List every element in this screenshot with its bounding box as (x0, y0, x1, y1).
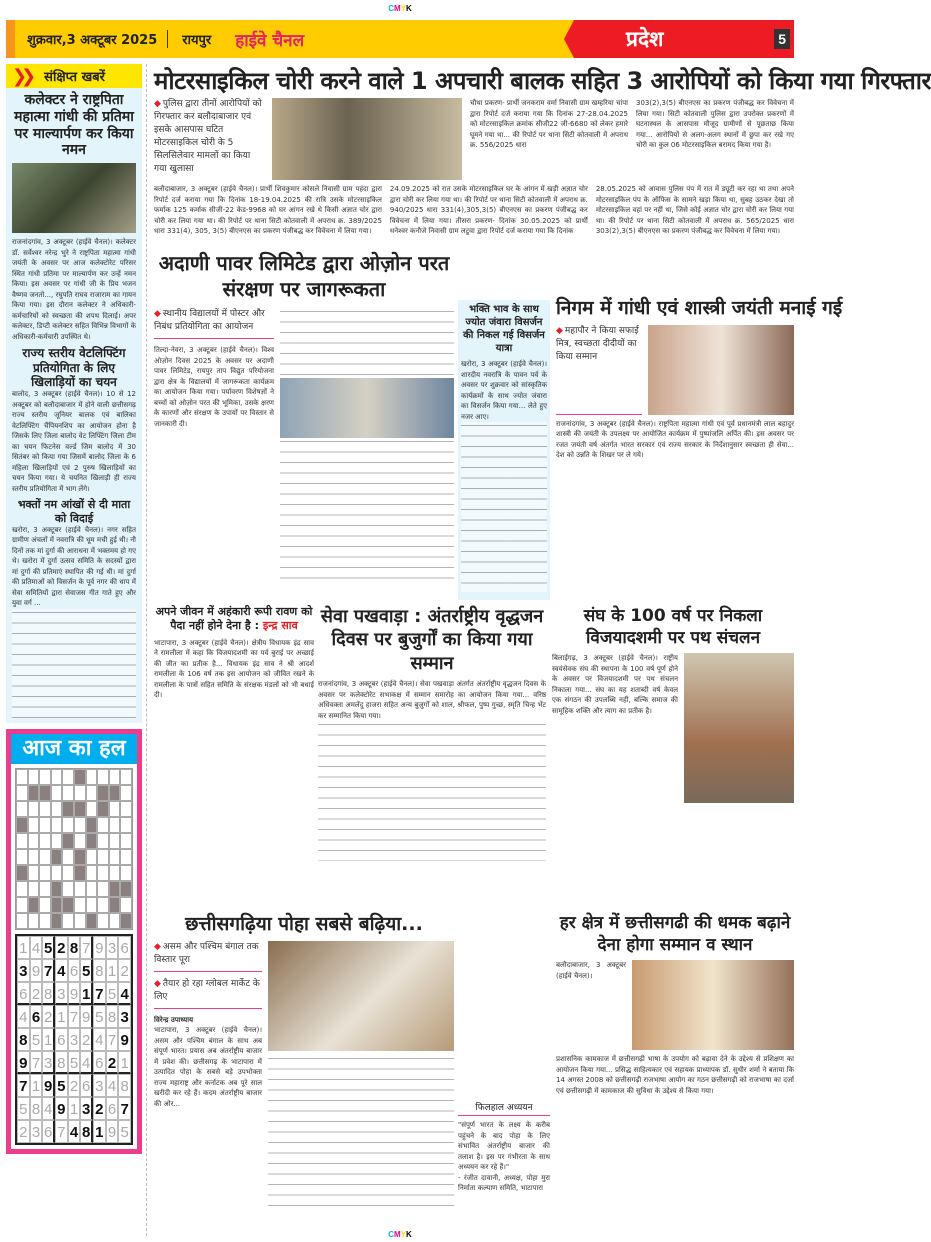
training-session-photo (632, 960, 794, 1050)
crossword-cell (16, 785, 28, 801)
sudoku-cell: 3 (68, 1028, 81, 1051)
poha-study-box (458, 1100, 550, 1230)
column-divider (146, 64, 147, 1236)
double-chevron-right-icon: ❯❯ (12, 65, 31, 87)
crossword-cell (51, 769, 63, 785)
sudoku-cell: 4 (17, 1005, 30, 1028)
crossword-cell (16, 897, 28, 913)
crossword-cell (28, 817, 40, 833)
sudoku-cell: 5 (118, 1120, 131, 1143)
brief-body-continued (12, 609, 136, 719)
adani-story (154, 250, 454, 600)
sudoku-cell: 1 (118, 1051, 131, 1074)
crossword-cell (74, 865, 86, 881)
crossword-cell (16, 849, 28, 865)
crossword-cell (39, 769, 51, 785)
crossword-cell (62, 865, 74, 881)
crossword-cell (109, 849, 121, 865)
poha-subhead: ◆ तैयार हो रहा ग्लोबल मार्केट के लिए (154, 978, 262, 1009)
crossword-cell (51, 833, 63, 849)
sudoku-cell: 6 (93, 1051, 106, 1074)
sudoku-cell: 3 (80, 1097, 93, 1120)
crossword-cell (86, 849, 98, 865)
ravan-headline: अपने जीवन में अहंकारी रूपी रावण को पैदा नहीं होने देना है : इन्द्र साव (155, 605, 313, 633)
collector-gandhi-statue-photo (12, 163, 136, 233)
study-box-title: फिलहाल अध्ययन (458, 1100, 550, 1116)
crossword-cell (120, 785, 132, 801)
crossword-cell (120, 897, 132, 913)
crossword-cell (16, 769, 28, 785)
section-banner (574, 20, 794, 58)
sudoku-cell: 8 (80, 1120, 93, 1143)
ravan-story (154, 605, 314, 885)
sudoku-cell: 9 (106, 1120, 119, 1143)
crossword-cell (16, 817, 28, 833)
sudoku-cell: 2 (80, 1028, 93, 1051)
sudoku-cell: 1 (80, 982, 93, 1005)
lead-headline: मोटरसाइकिल चोरी करने वाले 1 अपचारी बालक सहित 3 आरोपियों को किया गया गिरफ्तार (154, 67, 931, 95)
crossword-cell (74, 817, 86, 833)
crossword-cell (16, 833, 28, 849)
sudoku-cell: 9 (118, 1028, 131, 1051)
sudoku-cell: 9 (55, 1097, 68, 1120)
crossword-cell (39, 865, 51, 881)
crossword-cell (109, 785, 121, 801)
adani-subhead: ◆ स्थानीय विद्यालयों में पोस्टर और निबंध प्रतियोगिता का आयोजन (154, 308, 274, 339)
sudoku-cell: 2 (93, 1097, 106, 1120)
arrested-accused-photo (272, 98, 462, 180)
path-sanchalan-photo (684, 653, 794, 803)
crossword-cell (51, 865, 63, 881)
sudoku-cell: 1 (106, 959, 119, 982)
brief-news-header (6, 64, 142, 88)
crossword-cell (120, 801, 132, 817)
poha-body: भाटापारा, 3 अक्टूबर (हाईवे चैनल)। असम और पश्चिम बंगाल के साथ अब संपूर्ण भारत। प्रयास अब अंतर्राष्ट्रीय बाजार में प्रवेश की। छत्तीसगढ़ के भाटापारा में उत्पादित पोहा के सबसे बड़े उपभोक्ता राज्य महाराष्ट्र और कर्नाटक अब पूरे साल खरीदी कर रहे हैं। कदम अंतर्राष्ट्रीय बाजार की ओर... (154, 1026, 262, 1108)
nigam-body: राजनांदगांव, 3 अक्टूबर (हाईवे चैनल)। राष्ट्रपिता महात्मा गांधी एवं पूर्व प्रधानमंत्री लाल बहादुर शास्त्री की जयंती के उपलक्ष्य पर आयोजित कार्यक्रम में पुष्पांजलि अर्पित की। इस अवसर पर रजत जयंती वर्ष अंतर्गत भारत सरकार एवं राज्य सरकार के निर्देशानुसार स्वच्छता ही सेवा... देश को उन्नति के शिखर पर ले गये। (556, 419, 794, 460)
crossword-cell (86, 817, 98, 833)
crossword-cell (74, 881, 86, 897)
sudoku-cell: 6 (68, 959, 81, 982)
seva-story (318, 605, 546, 885)
crossword-cell (120, 913, 132, 929)
sudoku-cell: 6 (106, 1097, 119, 1120)
page-number: 5 (774, 29, 790, 49)
crossword-cell (62, 785, 74, 801)
crossword-cell (28, 913, 40, 929)
sudoku-cell: 7 (30, 1051, 43, 1074)
newspaper-logo: हाईवे चैनल (235, 30, 305, 51)
sudoku-cell: 8 (55, 1051, 68, 1074)
crossword-cell (28, 785, 40, 801)
crossword-cell (109, 833, 121, 849)
crossword-cell (97, 801, 109, 817)
crossword-cell (109, 817, 121, 833)
brief-news-label: संक्षिप्त खबरें (44, 70, 105, 85)
jawara-body: खरोरा, 3 अक्टूबर (हाईवे चैनल)। शारदीय नवरात्रि के पावन पर्व के अवसर पर शुक्रवार को सांस्कृतिक कार्यक्रमों के साथ ज्योत जंवारा का विसर्जन किया गया... लेते हुए नजर आए। (461, 360, 547, 421)
sudoku-cell: 1 (93, 1120, 106, 1143)
crossword-cell (62, 897, 74, 913)
crossword-cell (28, 801, 40, 817)
sudoku-cell: 8 (17, 1028, 30, 1051)
adani-headline: अदाणी पावर लिमिटेड द्वारा ओज़ोन परत संरक्षण पर जागरूकता (158, 251, 450, 301)
poha-subhead: ◆ असम और पश्चिम बंगाल तक विस्तार पूरा (154, 941, 262, 972)
crossword-cell (16, 801, 28, 817)
sudoku-cell: 9 (80, 1005, 93, 1028)
section-title: प्रदेश (626, 27, 664, 51)
crossword-cell (97, 817, 109, 833)
lead-body-col2: 24.09.2025 को रात उसके मोटरसाइकिल घर के आंगन में खड़ी अज्ञात चोर द्वारा चोरी कर लिया गया था। की रिपोर्ट पर थाना सिटी कोतवाली में अपराध क्र. 940/2025 धारा 331(4),305,3(5) बीएनएस का प्रकरण पंजीबद्ध कर विवेचना में लिया गया। तीसरा प्रकरण- दिनांक 30.05.2025 को प्रार्थी धनेश्वर कनौजे निवासी ग्राम लटुवा द्वारा रिपोर्ट दर्ज कराया गया कि दिनांक (389, 185, 588, 235)
crossword-cell (86, 785, 98, 801)
sudoku-cell: 7 (68, 1005, 81, 1028)
sudoku-cell: 5 (93, 1005, 106, 1028)
crossword-cell (62, 801, 74, 817)
sudoku-cell: 5 (17, 1097, 30, 1120)
crossword-cell (62, 817, 74, 833)
sudoku-cell: 9 (30, 959, 43, 982)
crossword-cell (28, 881, 40, 897)
ravan-body: भाटापारा, 3 अक्टूबर (हाईवे चैनल)। क्षेत्रीय विधायक इंद्र साव ने रामलीला में कहा कि विजयादशमी का पर्व बुराई पर अच्छाई की जीत का प्रतीक है... विधायक इंद्र साव ने श्री आदर्श रामलीला के 106 वर्ष तक इस आयोजन को जीवित रखने के रामलीला के पात्रों सहित समिति के संरक्षक मंडलों को भी बधाई दी। (154, 638, 314, 700)
brief-body: खरोरा, 3 अक्टूबर (हाईवे चैनल)। नगर सहित ग्रामीण अंचलों में नवरात्रि की धूम मची हुई थी। नौ दिनों तक मां दुर्गा की आराधना में भक्तमय हो गए थे। खरोरा में दुर्गा उत्सव समिति के सदस्यों द्वारा मां दुर्गा की प्रतिमाएं स्थापित की गई थी। मां दुर्गा की प्रतिमाओं को विसर्जन के पूर्व नगर की धाप में सेवा समितियों द्वारा सेवाजस गीत गाते हुए और युवा वर्ग ... (12, 525, 136, 608)
sudoku-cell: 1 (17, 936, 30, 959)
sudoku-cell: 8 (93, 959, 106, 982)
jawara-story (458, 300, 550, 600)
sudoku-cell: 6 (55, 1028, 68, 1051)
crossword-cell (74, 913, 86, 929)
cg-body: बलौदाबाजार, 3 अक्टूबर (हाईवे चैनल)। (556, 961, 626, 980)
sudoku-cell: 7 (106, 1028, 119, 1051)
nigam-story (556, 296, 843, 596)
sudoku-cell: 3 (118, 1005, 131, 1028)
crossword-cell (16, 865, 28, 881)
sudoku-cell: 9 (42, 1074, 55, 1097)
crossword-cell (51, 913, 63, 929)
crossword-cell (97, 865, 109, 881)
crossword-cell (62, 769, 74, 785)
brief-news-box (6, 88, 142, 723)
sudoku-cell: 5 (80, 959, 93, 982)
brief-body: राजनांदगांव, 3 अक्टूबर (हाईवे चैनल)। कलेक्टर डॉ. सर्वेश्वर नरेन्द्र भुरे ने राष्ट्रपिता महात्मा गांधी जयंती के अवसर पर आज कलेक्टोरेट परिसर स्थित गांधी प्रतिमा पर माल्यार्पण कर उन्हें नमन किया। इस अवसर पर गांधी जी के प्रिय भजन वैष्णव जनतो..., रघुपति राघव राजाराम का गायन किया गया। इस दौरान कलेक्टर ने अधिकारी-कर्मचारियों को स्वच्छता की शपथ दिलाई। अपर कलेक्टर, डिप्टी कलेक्टर सहित विभिन्न विभागों के अधिकारी-कर्मचारी उपस्थित थे। (12, 238, 136, 341)
crossword-cell (74, 801, 86, 817)
sudoku-cell: 2 (106, 1051, 119, 1074)
sudoku-cell: 8 (30, 1097, 43, 1120)
adani-body-continued (280, 308, 454, 378)
sudoku-cell: 4 (106, 1074, 119, 1097)
crossword-cell (120, 849, 132, 865)
sudoku-cell: 2 (17, 1120, 30, 1143)
sudoku-cell: 5 (42, 936, 55, 959)
crossword-cell (120, 833, 132, 849)
crossword-cell (120, 817, 132, 833)
crossword-cell (51, 881, 63, 897)
sudoku-cell: 8 (118, 1074, 131, 1097)
sangh-story (552, 605, 794, 885)
crossword-cell (39, 913, 51, 929)
sudoku-cell: 4 (118, 982, 131, 1005)
crossword-cell (120, 769, 132, 785)
issue-date: शुक्रवार,3 अक्टूबर 2025 (27, 30, 168, 48)
school-event-photo (280, 378, 454, 438)
brief-body: बालोद, 3 अक्टूबर (हाईवे चैनल)। 10 से 12 अक्टूबर को बलौदाबाजार में होने वाली छत्तीसगढ़ राज्य स्तरीय जूनियर बालक एवं बालिका वेटलिफ्टिंग चैंपियनशिप का आयोजन होना है जिसके लिए जिला बालोद वेट लिफ्टिंग जिला टीम का चयन फिटनेस वर्ल्ड जिम बालोद में 30 सितंबर को किया गया जिसमें बालोद जिला के 6 महिला खिलाड़ियों एवं 2 पुरुष खिलाड़ियों का चयन किया गया। ये चयनित खिलाड़ी ही राज्य स्तरीय प्रतियोगिता में भाग लेंगे। (12, 390, 136, 493)
masthead-accent-bar (6, 20, 15, 58)
crossword-cell (39, 849, 51, 865)
crossword-cell (28, 833, 40, 849)
sudoku-cell: 7 (118, 1097, 131, 1120)
seva-body-continued (318, 721, 546, 861)
crossword-cell (120, 881, 132, 897)
crossword-cell (74, 897, 86, 913)
gandhi-shastri-jayanti-photo (648, 325, 794, 415)
crossword-cell (51, 897, 63, 913)
study-box-attribution: - रंजीत दावानी, अध्यक्ष, पोहा मुरा निर्माता कल्याण समिति, भाटापारा (458, 1173, 550, 1192)
jawara-headline: भक्ति भाव के साथ ज्योत जंवारा विसर्जन की निकल गई विसर्जन यात्रा (463, 304, 545, 354)
brief-headline: भक्तों नम आंखों से दी माता को विदाई (17, 498, 131, 525)
crossword-cell (16, 881, 28, 897)
crossword-cell (16, 913, 28, 929)
crossword-cell (51, 785, 63, 801)
sudoku-cell: 6 (17, 982, 30, 1005)
sudoku-cell: 6 (42, 1120, 55, 1143)
crossword-cell (86, 897, 98, 913)
sudoku-cell: 3 (55, 982, 68, 1005)
adani-body: तिल्दा-नेवरा, 3 अक्टूबर (हाईवे चैनल)। विश्व ओज़ोन दिवस 2025 के अवसर पर अदाणी पावर लिमिटेड, रायपुर ताप विद्युत परियोजना द्वारा क्षेत्र के विद्यालयों में जागरूकता कार्यक्रम का आयोजन किया गया। पर्यावरण विशेषज्ञों ने बच्चों को ओज़ोन परत की भूमिका, उसके क्षरण के कारणों और संरक्षण के उपायों पर विस्तार से जानकारी दी। (154, 346, 274, 428)
sudoku-cell: 4 (30, 936, 43, 959)
sudoku-solution-grid (15, 934, 133, 1145)
chhattisgarhi-story (556, 912, 794, 1232)
print-registration-mark: CMYK (388, 4, 412, 13)
sangh-body: बिलाईगढ़, 3 अक्टूबर (हाईवे चैनल)। राष्ट्रीय स्वयंसेवक संघ की स्थापना के 100 वर्ष पूर्ण होने के अवसर पर विजयादशमी पर पथ संचलन निकाला गया... संघ का यह शताब्दी वर्ष केवल एक संगठन की उपलब्धि नहीं, बल्कि समाज की सामूहिक शक्ति और त्याग का प्रतीक है। (552, 654, 678, 715)
sudoku-cell: 6 (118, 936, 131, 959)
sudoku-cell: 6 (30, 1005, 43, 1028)
poha-photo (268, 941, 454, 1051)
crossword-cell (109, 881, 121, 897)
crossword-cell (109, 801, 121, 817)
sudoku-cell: 1 (30, 1074, 43, 1097)
crossword-cell (51, 817, 63, 833)
crossword-cell (97, 881, 109, 897)
crossword-cell (97, 785, 109, 801)
crossword-cell (74, 833, 86, 849)
crossword-cell (109, 865, 121, 881)
crossword-cell (86, 881, 98, 897)
sudoku-cell: 8 (42, 982, 55, 1005)
sudoku-cell: 5 (30, 1028, 43, 1051)
seva-headline: सेवा पखवाड़ा : अंतर्राष्ट्रीय वृद्धजन दिवस पर बुजुर्गों का किया गया सम्मान (320, 606, 544, 674)
crossword-cell (120, 865, 132, 881)
print-registration-mark: CMYK (388, 1230, 412, 1239)
sudoku-cell: 8 (68, 936, 81, 959)
sudoku-cell: 4 (55, 959, 68, 982)
sangh-headline: संघ के 100 वर्ष पर निकला विजयादशमी पर पथ संचलन (583, 606, 763, 649)
sudoku-cell: 1 (42, 1028, 55, 1051)
lead-story (154, 98, 794, 248)
crossword-cell (74, 785, 86, 801)
crossword-cell (62, 849, 74, 865)
sudoku-cell: 2 (55, 936, 68, 959)
crossword-cell (86, 769, 98, 785)
sudoku-cell: 8 (106, 1005, 119, 1028)
lead-body-col1: बलौदाबाजार, 3 अक्टूबर (हाईवे चैनल)। प्रार्थी शिवकुमार कोसले निवासी ग्राम पहंदा द्वारा रिपोर्ट दर्ज कराया गया कि दिनांक 18-19.04.2025 की रात्रि उसके मोटरसाइकिल फर्माक 125 कर्माक सीजी-22 केड-9968 को घर आंगन रखे थे किसी अज्ञात चोर द्वारा चोरी कर लिया गया था। की रिपोर्ट पर थाना सिटी कोतवाली में अपराध क्र. 389/2025 धारा 331(4), 305, 3(5) बीएनएस का प्रकरण पंजीबद्ध कर विवेचना में लिया गया। (154, 185, 382, 235)
brief-news-column (6, 64, 142, 1236)
crossword-cell (62, 833, 74, 849)
seva-body: राजनांदगांव, 3 अक्टूबर (हाईवे चैनल)। सेवा पखवाड़ा अंतर्गत अंतर्राष्ट्रीय वृद्धजन दिवस के अवसर पर कलेक्टोरेट सभाकक्ष में सम्मान समारोह का आयोजन किया गया... वरिष्ठ अधिवक्ता अमलेंदु हाजरा सहित अन्य बुजुर्गों को शाल, श्रीफल, पुष्प गुच्छ, स्मृति चिन्ह भेंट कर सम्मानित किया गया। (318, 680, 546, 720)
sudoku-cell: 2 (118, 959, 131, 982)
lead-subhead: ◆ पुलिस द्वारा तीनों आरोपियों को गिरफ्तार कर बलौदाबाजार एवं इसके आसपास घटित मोटरसाइकिल चोरी के 5 सिलसिलेवार मामलों का किया गया खुलासा (154, 98, 264, 180)
sudoku-cell: 1 (68, 1097, 81, 1120)
crossword-cell (39, 881, 51, 897)
sudoku-cell: 7 (17, 1074, 30, 1097)
crossword-solution-grid (15, 768, 133, 930)
crossword-cell (109, 913, 121, 929)
brief-headline: राज्य स्तरीय वेटलिफ्टिंग प्रतियोगिता के लिए खिलाड़ियों का चयन (22, 346, 126, 389)
sudoku-cell: 2 (42, 1005, 55, 1028)
poha-headline: छत्तीसगढ़िया पोहा सबसे बढ़िया... (185, 913, 423, 935)
study-box-quote: "संपूर्ण भारत के लक्ष्य के करीब पहुंचने के बाद पोहा के लिए संभावित अंतर्राष्ट्रीय बाजार की तलाश है। इस पर गंभीरता के साथ अध्ययन कर रहे हैं।" (458, 1121, 550, 1171)
poha-story (154, 912, 454, 1232)
crossword-cell (74, 769, 86, 785)
crossword-cell (97, 913, 109, 929)
sudoku-cell: 4 (80, 1051, 93, 1074)
sudoku-cell: 9 (17, 1051, 30, 1074)
crossword-cell (86, 913, 98, 929)
cg-body-text: प्रशासनिक कामकाज में छत्तीसगढ़ी भाषा के उपयोग को बढ़ावा देने के उद्देश्य से प्रशिक्षण का आयोजन किया गया... प्रसिद्ध साहित्यकार एवं सहायक प्राध्यापक डॉ. सुधीर शर्मा ने बताया कि 14 अगस्त 2008 को छत्तीसगढ़ी राजभाषा आयोग का गठन छत्तीसगढ़ी को राजभाषा का दर्जा एवं छत्तीसगढ़ी में कामकाज की सुविधा के उद्देश्य से किया गया। (556, 1055, 794, 1095)
sudoku-cell: 7 (55, 1120, 68, 1143)
crossword-cell (74, 849, 86, 865)
sudoku-cell: 9 (93, 936, 106, 959)
sudoku-cell: 3 (42, 1051, 55, 1074)
crossword-cell (62, 913, 74, 929)
crossword-cell (86, 833, 98, 849)
masthead (6, 20, 794, 58)
edition-city: रायपुर (182, 33, 212, 48)
crossword-cell (109, 769, 121, 785)
puzzle-title: आज का हल (11, 734, 137, 764)
crossword-cell (86, 801, 98, 817)
crossword-cell (39, 897, 51, 913)
crossword-cell (28, 897, 40, 913)
poha-body-continued (268, 1055, 454, 1215)
sudoku-cell: 9 (68, 982, 81, 1005)
crossword-cell (51, 849, 63, 865)
crossword-cell (39, 785, 51, 801)
adani-body-continued (280, 438, 454, 588)
nigam-headline: निगम में गांधी एवं शास्त्री जयंती मनाई गई (556, 297, 843, 319)
crossword-cell (39, 801, 51, 817)
lead-body-col4: चौथा प्रकरण- प्रार्थी जनकराम वर्मा निवासी ग्राम खम्हरिया चांपा द्वारा रिपोर्ट दर्ज कराया गया कि दिनांक 27-28.04.2025 को मोटरसाइकिल क्रमांक सीजी22 जी-6680 को लेकर हमारे घूमने गया था... की रिपोर्ट पर थाना सिटी कोतवाली में अपराध क्र. 556/2025 धारा (470, 99, 628, 149)
crossword-cell (62, 881, 74, 897)
sudoku-cell: 5 (68, 1051, 81, 1074)
crossword-cell (39, 817, 51, 833)
jawara-body-continued (461, 422, 547, 592)
sudoku-cell: 4 (93, 1028, 106, 1051)
crossword-cell (86, 865, 98, 881)
crossword-cell (51, 801, 63, 817)
cg-headline: हर क्षेत्र में छत्तीसगढी की धमक बढ़ाने देना होगा सम्मान व स्थान (559, 913, 791, 956)
sudoku-cell: 4 (68, 1120, 81, 1143)
crossword-cell (97, 833, 109, 849)
crossword-cell (97, 849, 109, 865)
sudoku-cell: 6 (80, 1074, 93, 1097)
sudoku-cell: 1 (55, 1005, 68, 1028)
sudoku-cell: 7 (80, 936, 93, 959)
sudoku-cell: 5 (106, 982, 119, 1005)
crossword-cell (28, 769, 40, 785)
lead-body-col3: 28.05.2025 को आवास पुलिस पंप में रात में ड्यूटी कर रहा था तथा अपने मोटरसाइकिल पंप के ऑफिस के सामने खड़ा किया था, सुबह उठकर देखा तो मोटरसाइकिल वहां पर नहीं था, जिसे कोई अज्ञात चोर द्वारा चोरी कर लिया गया था। की रिपोर्ट पर थाना सिटी कोतवाली में अपराध क्र. 565/2025 धारा 303(2),3(5) बीएनएस का प्रकरण पंजीबद्ध कर विवेचना में लिया गया। (595, 185, 794, 235)
sudoku-cell: 2 (68, 1074, 81, 1097)
brief-headline: कलेक्टर ने राष्ट्रपिता महात्मा गांधी की प्रतिमा पर माल्यार्पण कर किया नमन (14, 92, 134, 159)
crossword-cell (28, 865, 40, 881)
sudoku-cell: 3 (17, 959, 30, 982)
lead-body-col5: 303(2),3(5) बीएनएस का प्रकरण पंजीबद्ध कर विवेचना में लिया गया। सिटी कोतवाली पुलिस द्वारा उपरोक्त प्रकरणों में घटनास्थल के आसपास मौजूद ग्रामीणों से पूछताछ किया गया... आरोपियों से अलग-अलग स्थानों में छुपा कर रखे गए चोरी का कुल 06 मोटरसाइकिल बरामद किया गया है। (636, 99, 794, 149)
sudoku-cell: 2 (30, 982, 43, 1005)
sudoku-cell: 3 (106, 936, 119, 959)
sudoku-cell: 3 (93, 1074, 106, 1097)
crossword-cell (28, 849, 40, 865)
poha-byline: विरेन्द्र उपाध्याय (154, 1015, 194, 1024)
puzzle-solutions (6, 729, 142, 1154)
crossword-cell (39, 833, 51, 849)
sudoku-cell: 7 (93, 982, 106, 1005)
crossword-cell (97, 769, 109, 785)
sudoku-cell: 7 (42, 959, 55, 982)
sudoku-cell: 5 (55, 1074, 68, 1097)
sudoku-cell: 4 (42, 1097, 55, 1120)
crossword-cell (97, 897, 109, 913)
crossword-cell (109, 897, 121, 913)
nigam-subhead: ◆ महापौर ने किया सफाई मित्र, स्वच्छता दीदीयों का किया सम्मान (556, 325, 642, 415)
sudoku-cell: 3 (30, 1120, 43, 1143)
